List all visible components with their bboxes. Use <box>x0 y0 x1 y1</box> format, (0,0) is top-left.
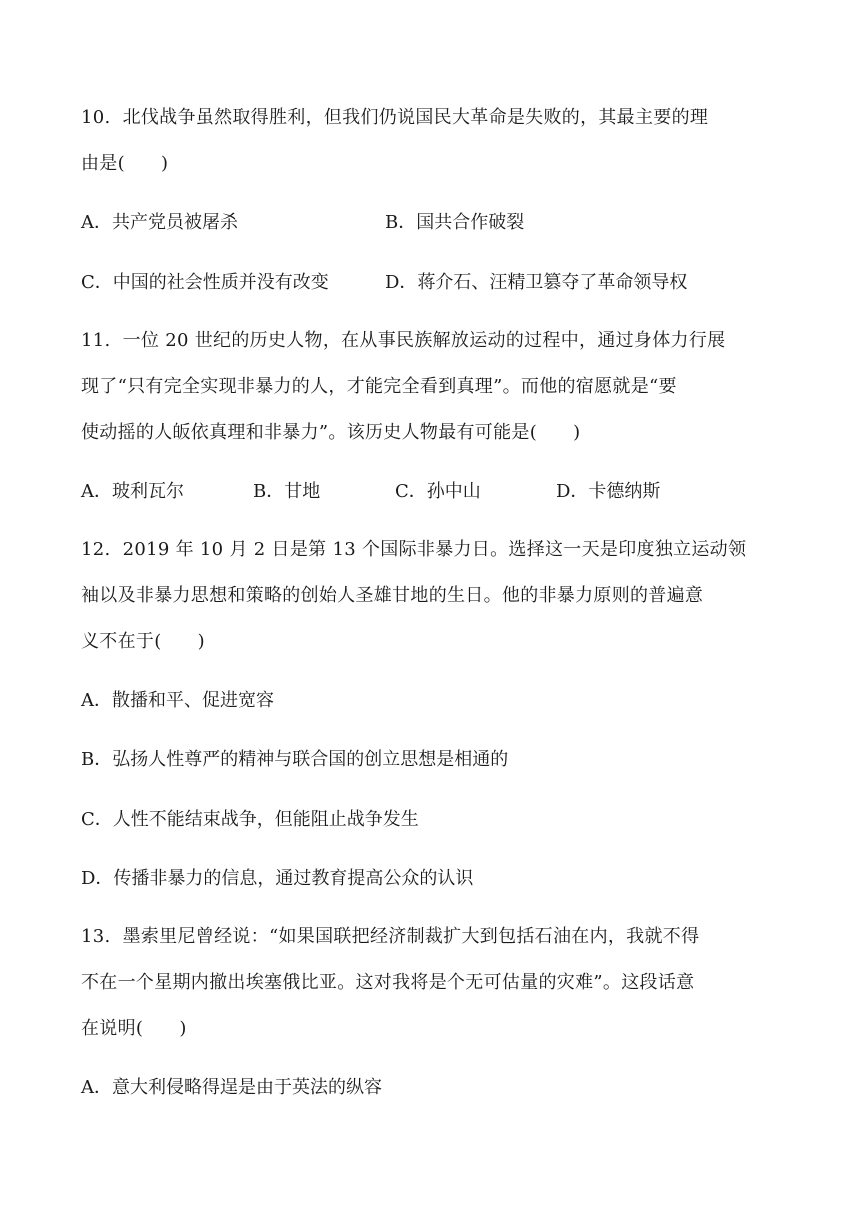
q13-stem-line-2: 不在一个星期内撤出埃塞俄比亚。这对我将是个无可估量的灾难”。这段话意 <box>81 972 695 993</box>
q10-option-d: D．蒋介石、汪精卫篡夺了革命领导权 <box>385 272 688 293</box>
q10-option-b: B．国共合作破裂 <box>385 212 525 233</box>
q13-stem-line-1: 13. 墨索里尼曾经说：“如果国联把经济制裁扩大到包括石油在内，我就不得 <box>81 926 700 947</box>
q13-stem-line-3: 在说明( ) <box>81 1018 187 1039</box>
q12-stem-line-1: 12. 2019 年 10 月 2 日是第 13 个国际非暴力日。选择这一天是印度独立运动领 <box>81 539 747 560</box>
q10-stem-line-1: 10. 北伐战争虽然取得胜利，但我们仍说国民大革命是失败的，其最主要的理 <box>81 107 709 128</box>
q12-option-c: C．人性不能结束战争，但能阻止战争发生 <box>81 809 419 830</box>
q11-option-d: D．卡德纳斯 <box>556 481 661 502</box>
q12-option-a: A．散播和平、促进宽容 <box>81 690 274 711</box>
q10-stem-line-2: 由是( ) <box>81 153 169 174</box>
q12-stem-line-3: 义不在于( ) <box>81 631 205 652</box>
q10-option-c: C．中国的社会性质并没有改变 <box>81 272 329 293</box>
q11-stem-line-2: 现了“只有完全实现非暴力的人，才能完全看到真理”。而他的宿愿就是“要 <box>81 376 677 397</box>
q11-option-a: A．玻利瓦尔 <box>81 481 184 502</box>
q10-option-a: A．共产党员被屠杀 <box>81 212 238 233</box>
q11-stem-line-1: 11. 一位 20 世纪的历史人物，在从事民族解放运动的过程中，通过身体力行展 <box>81 330 726 351</box>
q12-option-b: B．弘扬人性尊严的精神与联合国的创立思想是相通的 <box>81 749 509 770</box>
q12-stem-line-2: 袖以及非暴力思想和策略的创始人圣雄甘地的生日。他的非暴力原则的普遍意 <box>81 585 704 606</box>
q13-option-a: A．意大利侵略得逞是由于英法的纵容 <box>81 1077 382 1098</box>
q11-option-b: B．甘地 <box>253 481 321 502</box>
q12-option-d: D．传播非暴力的信息，通过教育提高公众的认识 <box>81 868 474 889</box>
q11-option-c: C．孙中山 <box>395 481 481 502</box>
q11-stem-line-3: 使动摇的人皈依真理和非暴力”。该历史人物最有可能是( ) <box>81 422 581 443</box>
